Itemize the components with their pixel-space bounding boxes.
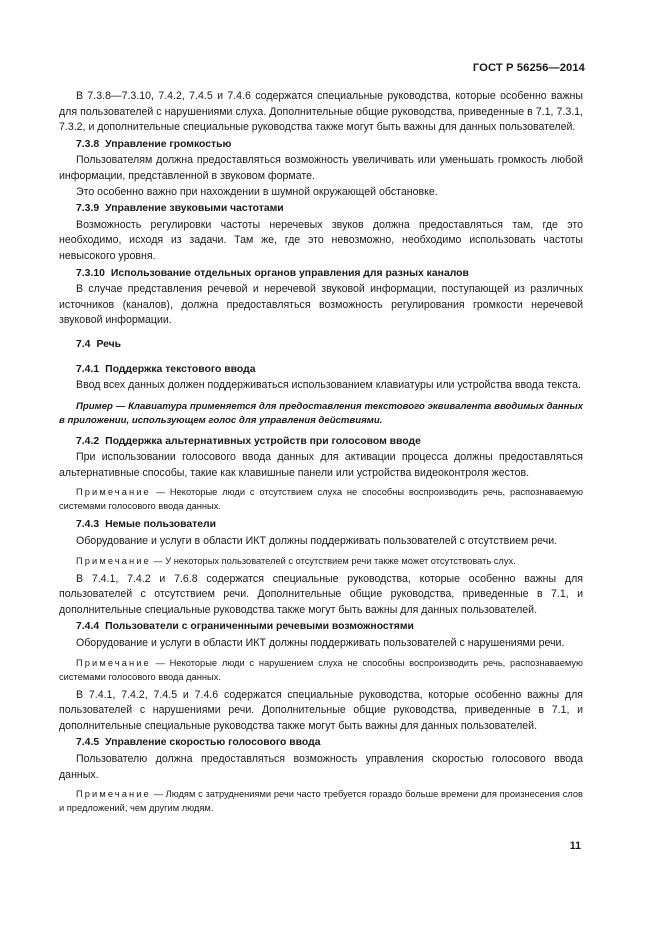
paragraph: Пользователям должна предоставляться возможность увеличивать или уменьшать громкость любой информации, представленной в звуковом формате. [59, 154, 583, 182]
paragraph: Возможность регулировки частоты неречевых звуков должна предоставляться там, где это необходимо, исходя из задачи. Там же, где это невозможно, необходимо использовать частоты невысокого уровня. [59, 218, 583, 262]
heading-7-4-1 [59, 362, 583, 378]
note-text: — Людям с затруднениями речи часто требуется гораздо больше времени для произнесения слов и предложений, чем другим людям. [59, 789, 583, 814]
paragraph: Ввод всех данных должен поддерживаться использованием клавиатуры или устройства ввода текста. [76, 379, 581, 392]
section-number: 7.4.1 [76, 363, 100, 375]
note-text: — Некоторые люди с отсутствием слуха не способны воспроизводить речь, распознаваемую системами голосового ввода данных. [59, 487, 583, 512]
section-number: 7.4.3 [76, 519, 100, 531]
section-number: 7.4 [76, 338, 91, 350]
section-number: 7.4.2 [76, 435, 100, 447]
section-number: 7.3.8 [76, 138, 100, 150]
paragraph: В 7.4.1, 7.4.2, 7.4.5 и 7.4.6 содержатся специальные руководства, которые особенно важны для пользователей с нарушениями речи. Дополнительные общие руководства, приведенные в 7.1, и дополнительные специальные руководства также могут быть важны для данных пользователей. [59, 688, 583, 732]
heading-7-4-2 [59, 434, 583, 450]
page-number: 11 [569, 840, 581, 852]
section-title: Управление скоростью голосового ввода [105, 737, 321, 749]
heading-7-3-10 [59, 266, 583, 282]
note-text: — У некоторых пользователей с отсутствием речи также может отсутствовать слух. [150, 555, 516, 566]
document-body [59, 89, 583, 819]
paragraph: В случае представления речевой и неречевой звуковой информации, поступающей из различных источников (каналов), должна предоставляться возможность регулирования громкости неречевой звуковой информации. [59, 283, 583, 327]
section-title: Речь [96, 338, 122, 350]
heading-7-4-4 [59, 619, 583, 635]
section-number: 7.4.5 [76, 737, 100, 749]
note [59, 656, 583, 684]
paragraph: Пользователю должна предоставляться возможность управления скоростью голосового ввода данных. [59, 753, 583, 781]
standard-designation: ГОСТ Р 56256—2014 [472, 62, 585, 74]
section-number: 7.4.4 [76, 621, 100, 633]
section-title: Поддержка текстового ввода [105, 363, 256, 375]
note-label: Примечание [76, 555, 151, 566]
paragraph: Это особенно важно при нахождении в шумной окружающей обстановке. [76, 185, 438, 198]
heading-7-3-8 [59, 137, 583, 153]
section-number: 7.3.9 [76, 203, 100, 215]
section-title: Немые пользователи [105, 519, 216, 531]
section-title: Управление звуковыми частотами [105, 203, 284, 215]
section-title: Пользователи с ограниченными речевыми возможностями [105, 621, 414, 633]
heading-7-4-5 [59, 735, 583, 751]
section-title: Управление громкостью [105, 138, 232, 150]
paragraph-intro: В 7.3.8—7.3.10, 7.4.2, 7.4.5 и 7.4.6 содержатся специальные руководства, которые особенно важны для пользователей с нарушениями слуха. Дополнительные общие руководства, приведенные в 7.1, 7.3.1, 7.3.2, и дополнительные специальные руководства также могут быть важны для данных пользователей. [59, 90, 583, 134]
paragraph: При использовании голосового ввода данных для активации процесса должны предоставляться альтернативные способы, такие как клавишные панели или устройства видеоконтроля жестов. [59, 451, 583, 479]
note [59, 787, 583, 815]
heading-7-4-3 [59, 517, 583, 533]
heading-7-4 [59, 337, 583, 353]
note [59, 554, 583, 568]
section-number: 7.3.10 [76, 267, 105, 279]
heading-7-3-9 [59, 201, 583, 217]
note [59, 485, 583, 513]
note-label: Примечание [76, 487, 151, 498]
paragraph: В 7.4.1, 7.4.2 и 7.6.8 содержатся специальные руководства, которые особенно важны для пользователей с отсутствием речи. Дополнительные общие руководства, приведенные в 7.1, и дополнительные специальные руководства также могут быть важны для данных пользователей. [59, 572, 583, 616]
section-title: Поддержка альтернативных устройств при голосовом вводе [105, 435, 421, 447]
example-text: Пример — Клавиатура применяется для предоставления текстового эквивалента вводимых данных в приложении, использующем голос для управления действиями. [59, 400, 583, 426]
section-title: Использование отдельных органов управления для разных каналов [110, 267, 469, 279]
note-label: Примечание [76, 789, 151, 800]
paragraph: Оборудование и услуги в области ИКТ должны поддерживать пользователей с отсутствием речи. [76, 535, 558, 548]
note-label: Примечание [76, 657, 151, 668]
note-text: — Некоторые люди с нарушением слуха не способны воспроизводить речь, распознаваемую системами голосового ввода данных. [59, 657, 583, 682]
paragraph: Оборудование и услуги в области ИКТ должны поддерживать пользователей с нарушениями речи. [76, 637, 565, 650]
